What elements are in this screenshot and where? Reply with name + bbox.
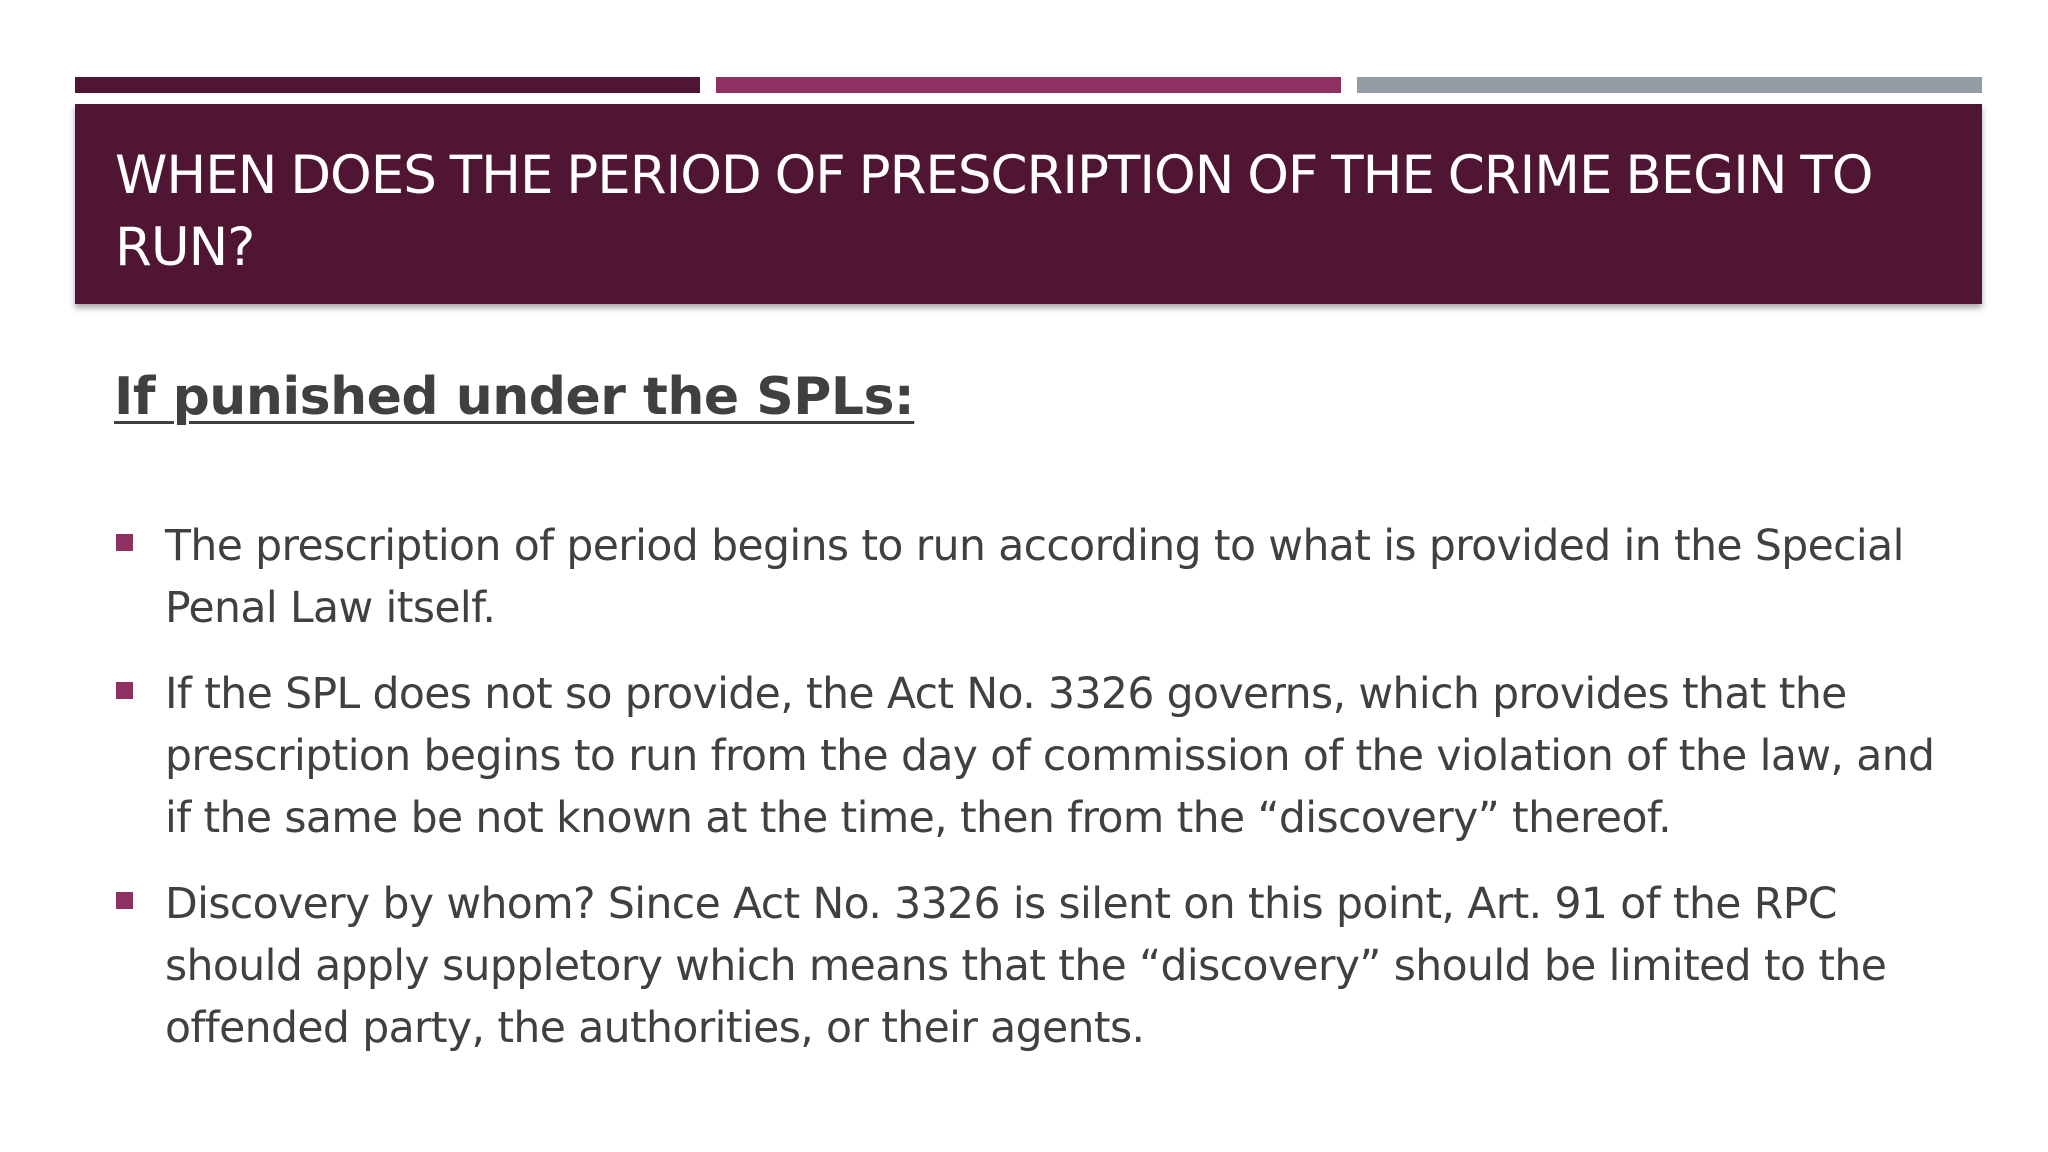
bullet-item	[114, 664, 1954, 850]
title-band	[75, 104, 1982, 304]
square-bullet-icon	[116, 534, 133, 551]
bullet-text: The prescription of period begins to run according to what is provided in the Special Penal Law itself.	[165, 522, 1904, 633]
bullet-list	[114, 516, 1954, 1084]
square-bullet-icon	[116, 682, 133, 699]
subheading: If punished under the SPLs:	[114, 367, 915, 427]
accent-bar-magenta	[716, 77, 1341, 93]
bullet-text: Discovery by whom? Since Act No. 3326 is silent on this point, Art. 91 of the RPC should apply suppletory which means that the “discovery” should be limited to the offended party, the authorities, or their agents.	[165, 880, 1887, 1053]
slide-title: WHEN DOES THE PERIOD OF PRESCRIPTION OF THE CRIME BEGIN TO RUN?	[115, 145, 1873, 278]
bullet-text: If the SPL does not so provide, the Act No. 3326 governs, which provides that the prescription begins to run from the day of commission of the violation of the law, and if the same be not known at the time, then from the “discovery” thereof.	[165, 670, 1935, 843]
bullet-item	[114, 874, 1954, 1060]
accent-bar-gray	[1357, 77, 1982, 93]
bullet-item	[114, 516, 1954, 640]
square-bullet-icon	[116, 892, 133, 909]
accent-bar-dark	[75, 77, 700, 93]
